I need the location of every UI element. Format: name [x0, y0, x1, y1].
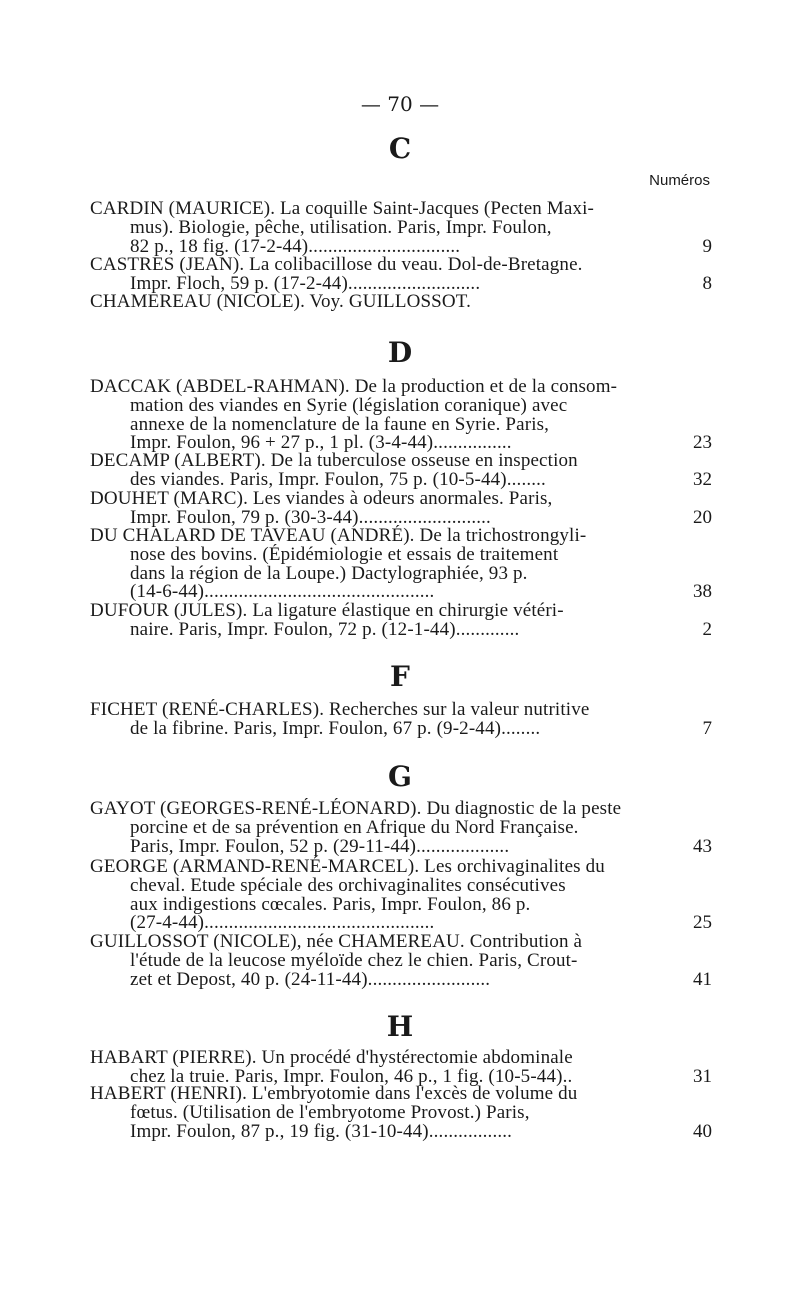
entry-line: cheval. Etude spéciale des orchivaginalites consécutives — [130, 874, 566, 896]
entry-number: 8 — [702, 272, 712, 294]
entry-line: mation des viandes en Syrie (législation coranique) avec — [130, 394, 568, 416]
entry-number: 9 — [702, 235, 712, 257]
section-letter: C — [388, 132, 412, 165]
entry-number: 7 — [702, 717, 712, 739]
entry-line: aux indigestions cœcales. Paris, Impr. Foulon, 86 p. — [130, 893, 531, 915]
entry-line: porcine et de sa prévention en Afrique du Nord Française. — [130, 816, 579, 838]
entry-line: Impr. Foulon, 87 p., 19 fig. (31-10-44)................. — [130, 1120, 513, 1142]
entry-line: (14-6-44)............................................... — [130, 581, 435, 603]
entry-line: annexe de la nomenclature de la faune en Syrie. Paris, — [130, 413, 550, 435]
entry-line: HABERT (HENRI). L'embryotomie dans l'excès de volume du — [90, 1083, 578, 1104]
entry-line: zet et Depost, 40 p. (24-11-44)......................... — [130, 968, 491, 990]
entry-number: 25 — [693, 912, 712, 934]
entry-line: DACCAK (ABDEL-RAHMAN). De la production et de la consom- — [90, 376, 618, 397]
section-letter: G — [388, 760, 412, 793]
entry-line: HABART (PIERRE). Un procédé d'hystérectomie abdominale — [90, 1047, 573, 1068]
entry-line: GEORGE (ARMAND-RENÉ-MARCEL). Les orchivaginalites du — [90, 856, 605, 877]
entry-number: 43 — [693, 835, 712, 857]
entry-line: chez la truie. Paris, Impr. Foulon, 46 p., 1 fig. (10-5-44).. — [130, 1065, 573, 1087]
entry-line: de la fibrine. Paris, Impr. Foulon, 67 p. (9-2-44)........ — [130, 717, 541, 739]
page-number: — 70 — — [360, 92, 440, 116]
entry-line: des viandes. Paris, Impr. Foulon, 75 p. (10-5-44)........ — [130, 468, 546, 490]
entry-line: mus). Biologie, pêche, utilisation. Paris, Impr. Foulon, — [130, 216, 552, 238]
entry-line: Impr. Foulon, 79 p. (30-3-44)........................... — [130, 506, 491, 528]
entry-number: 41 — [693, 968, 712, 990]
entry-number: 31 — [693, 1065, 712, 1087]
entry-line: fœtus. (Utilisation de l'embryotome Provost.) Paris, — [130, 1101, 530, 1123]
entry-line: CARDIN (MAURICE). La coquille Saint-Jacques (Pecten Maxi- — [90, 198, 595, 219]
entry-line: nose des bovins. (Épidémiologie et essais de traitement — [130, 543, 559, 565]
entry-line: Impr. Floch, 59 p. (17-2-44)........................... — [130, 272, 481, 294]
entry-number: 38 — [693, 581, 712, 603]
entry-line: DUFOUR (JULES). La ligature élastique en chirurgie vétéri- — [90, 600, 564, 621]
numeros-column-label: Numéros — [649, 172, 710, 189]
entry-line: DOUHET (MARC). Les viandes à odeurs anormales. Paris, — [90, 488, 553, 509]
entry-line: GAYOT (GEORGES-RENÉ-LÉONARD). Du diagnostic de la peste — [90, 798, 622, 819]
entry-number: 32 — [693, 468, 712, 490]
entry-line: (27-4-44)............................................... — [130, 912, 435, 934]
section-letter: H — [386, 1010, 414, 1043]
section-letter: D — [387, 336, 413, 369]
entry-line: CHAMEREAU (NICOLE). Voy. GUILLOSSOT. — [90, 291, 471, 312]
entry-line: naire. Paris, Impr. Foulon, 72 p. (12-1-44)............. — [130, 618, 520, 640]
entry-line: FICHET (RENÉ-CHARLES). Recherches sur la valeur nutritive — [90, 699, 590, 720]
entry-line: CASTRES (JEAN). La colibacillose du veau. Dol-de-Bretagne. — [90, 254, 583, 275]
entry-line: DU CHALARD DE TAVEAU (ANDRÉ). De la trichostrongyli- — [90, 525, 587, 546]
entry-line: l'étude de la leucose myéloïde chez le chien. Paris, Crout- — [130, 949, 578, 971]
entry-line: 82 p., 18 fig. (17-2-44)............................... — [130, 235, 461, 257]
entry-number: 40 — [693, 1120, 712, 1142]
entry-line: Impr. Foulon, 96 + 27 p., 1 pl. (3-4-44)................ — [130, 432, 512, 454]
entry-line: GUILLOSSOT (NICOLE), née CHAMEREAU. Contribution à — [90, 931, 583, 952]
entry-number: 2 — [702, 618, 712, 640]
section-letter: F — [390, 660, 410, 693]
entry-number: 20 — [693, 506, 712, 528]
entry-number: 23 — [693, 432, 712, 454]
entry-line: dans la région de la Loupe.) Dactylographiée, 93 p. — [130, 562, 528, 584]
entry-line: DECAMP (ALBERT). De la tuberculose osseuse en inspection — [90, 450, 578, 471]
entry-line: Paris, Impr. Foulon, 52 p. (29-11-44)................... — [130, 835, 510, 857]
